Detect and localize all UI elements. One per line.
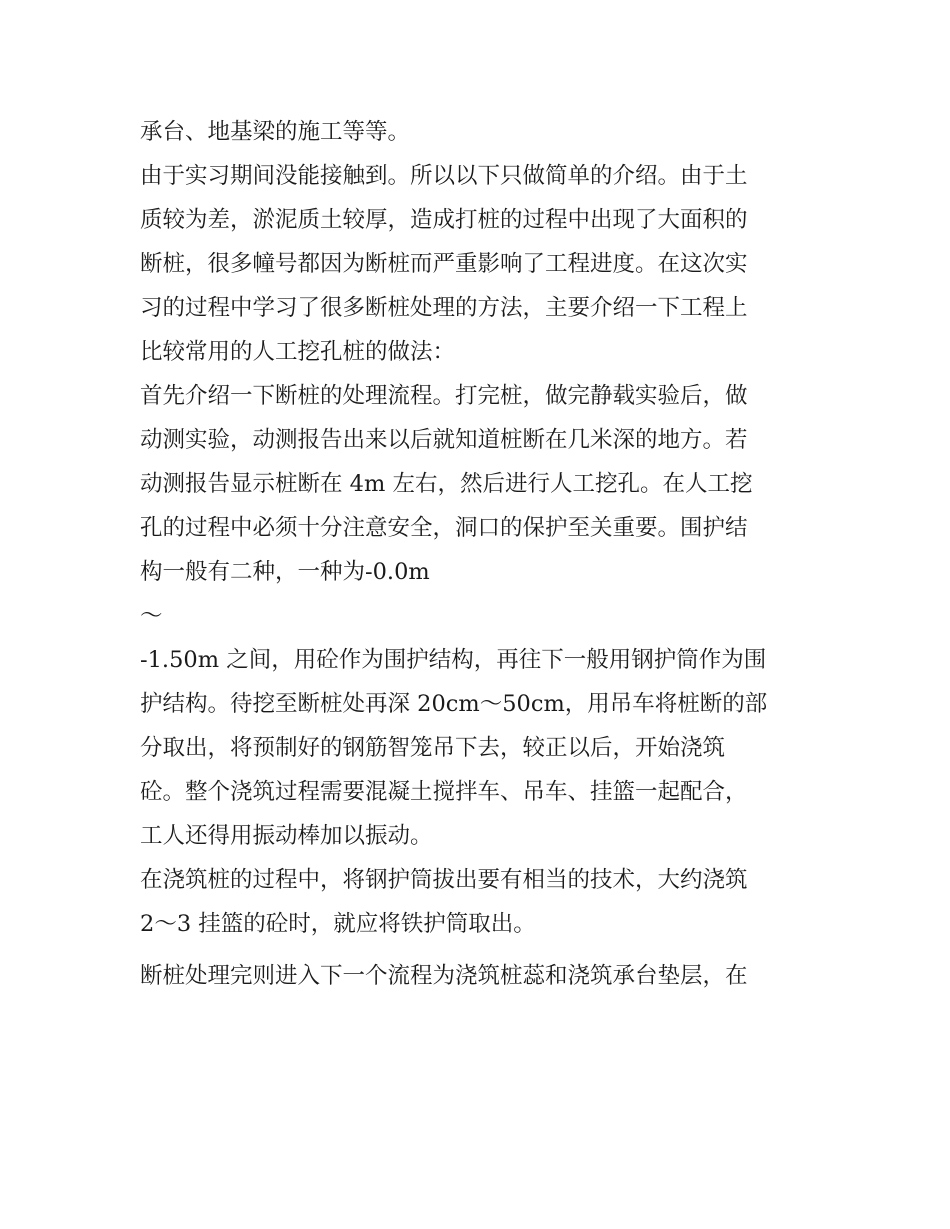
text-line: -1.50m 之间，用砼作为围护结构，再往下一般用钢护筒作为围 xyxy=(140,647,767,673)
text-line: 构一般有二种，一种为-0.0m xyxy=(140,559,430,585)
text-line: 在浇筑桩的过程中，将钢护筒拔出要有相当的技术，大约浇筑 xyxy=(140,867,748,893)
text-line: 动测实验，动测报告出来以后就知道桩断在几米深的地方。若 xyxy=(140,427,748,453)
text-line: 砼。整个浇筑过程需要混凝土搅拌车、吊车、挂篮一起配合， xyxy=(140,779,748,805)
text-line: 动测报告显示桩断在 4m 左右，然后进行人工挖孔。在人工挖 xyxy=(140,471,753,497)
body-text xyxy=(140,110,820,998)
text-line: 承台、地基梁的施工等等。 xyxy=(140,119,411,145)
text-line: 习的过程中学习了很多断桩处理的方法，主要介绍一下工程上 xyxy=(140,295,748,321)
text-line: 质较为差，淤泥质土较厚，造成打桩的过程中出现了大面积的 xyxy=(140,207,748,233)
text-line: 断桩，很多幢号都因为断桩而严重影响了工程进度。在这次实 xyxy=(140,251,748,277)
text-line: 工人还得用振动棒加以振动。 xyxy=(140,823,433,849)
text-line: 分取出，将预制好的钢筋智笼吊下去，较正以后，开始浇筑 xyxy=(140,735,726,761)
text-line: 护结构。待挖至断桩处再深 20cm～50cm，用吊车将桩断的部 xyxy=(140,691,768,717)
text-line: 首先介绍一下断桩的处理流程。打完桩，做完静载实验后，做 xyxy=(140,383,748,409)
text-line: ～ xyxy=(140,603,163,629)
text-line: 比较常用的人工挖孔桩的做法： xyxy=(140,339,456,365)
text-line: 断桩处理完则进入下一个流程为浇筑桩蕊和浇筑承台垫层，在 xyxy=(140,963,748,989)
text-line: 2～3 挂篮的砼时，就应将铁护筒取出。 xyxy=(140,911,536,937)
text-line: 孔的过程中必须十分注意安全，洞口的保护至关重要。围护结 xyxy=(140,515,748,541)
text-line: 由于实习期间没能接触到。所以以下只做简单的介绍。由于土 xyxy=(140,163,748,189)
